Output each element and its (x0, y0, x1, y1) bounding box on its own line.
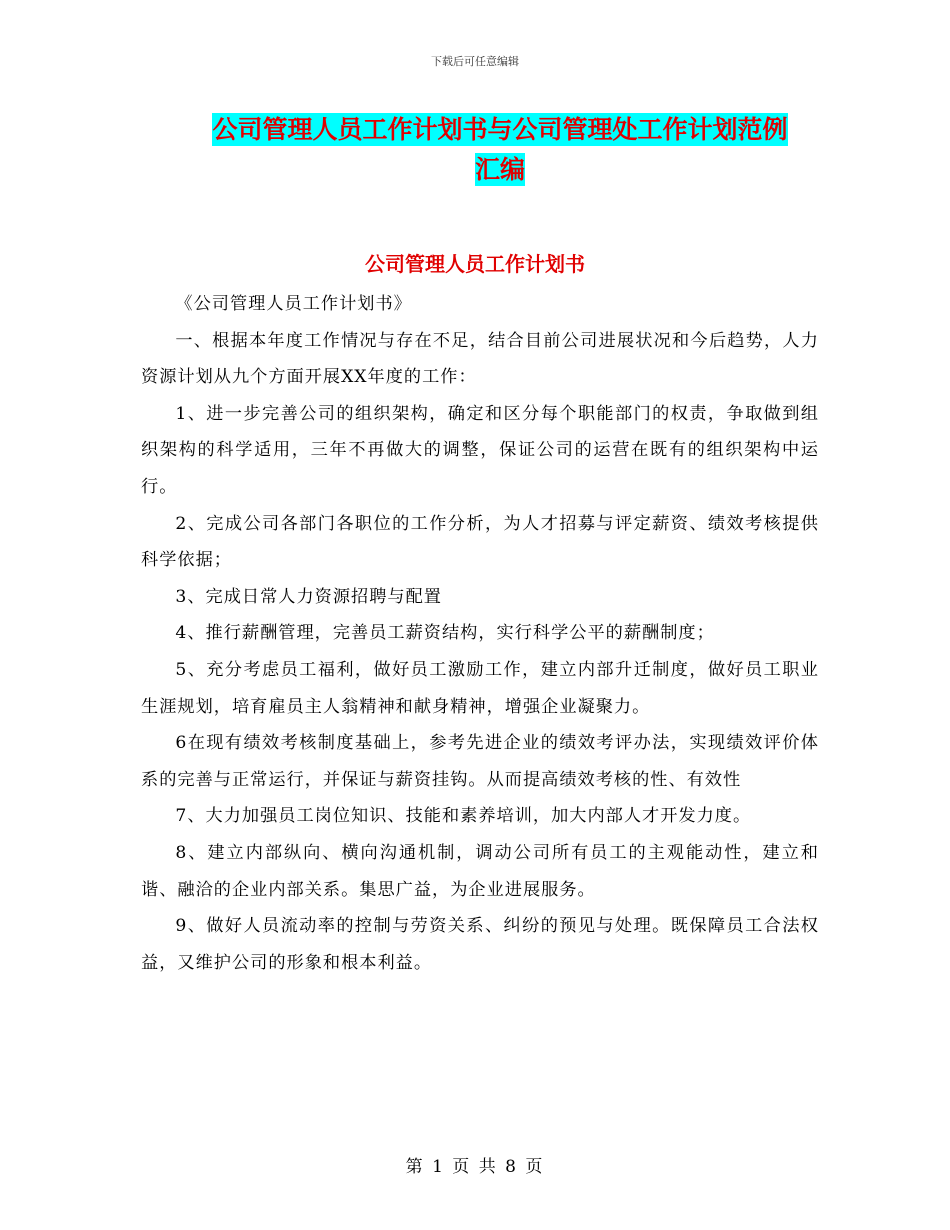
section-title: 公司管理人员工作计划书 (365, 252, 585, 276)
page-footer: 第 1 页 共 8 页 (405, 1157, 545, 1177)
page-header: 下载后可任意编辑 (431, 55, 519, 68)
document-title (140, 110, 860, 190)
document-body (141, 286, 819, 981)
paragraph: 5、充分考虑员工福利，做好员工激励工作，建立内部升迁制度，做好员工职业生涯规划，培育雇员主人翁精神和献身精神，增强企业凝聚力。 (141, 659, 819, 717)
paragraph: 9、做好人员流动率的控制与劳资关系、纠纷的预见与处理。既保障员工合法权益，又维护公司的形象和根本利益。 (141, 916, 819, 973)
paragraph: 一、根据本年度工作情况与存在不足，结合目前公司进展状况和今后趋势，人力资源计划从九个方面开展XX年度的工作： (141, 330, 819, 388)
paragraph: 3、完成日常人力资源招聘与配置 (175, 586, 442, 607)
paragraph: 8、建立内部纵向、横向沟通机制，调动公司所有员工的主观能动性，建立和谐、融洽的企业内部关系。集思广益，为企业进展服务。 (141, 842, 819, 900)
paragraph: 6在现有绩效考核制度基础上，参考先进企业的绩效考评办法，实现绩效评价体系的完善与正常运行，并保证与薪资挂钩。从而提高绩效考核的性、有效性 (141, 733, 819, 790)
title-line-1: 公司管理人员工作计划书与公司管理处工作计划范例 (212, 115, 788, 144)
title-line-2: 汇编 (474, 155, 525, 184)
paragraph: 2、完成公司各部门各职位的工作分析，为人才招募与评定薪资、绩效考核提供科学依据； (141, 513, 819, 571)
paragraph: 《公司管理人员工作计划书》 (175, 294, 412, 314)
paragraph: 7、大力加强员工岗位知识、技能和素养培训，加大内部人才开发力度。 (175, 806, 752, 827)
paragraph: 4、推行薪酬管理，完善员工薪资结构，实行科学公平的薪酬制度； (175, 623, 715, 644)
paragraph: 1、进一步完善公司的组织架构，确定和区分每个职能部门的权责，争取做到组织架构的科学适用，三年不再做大的调整，保证公司的运营在既有的组织架构中运行。 (141, 403, 819, 497)
